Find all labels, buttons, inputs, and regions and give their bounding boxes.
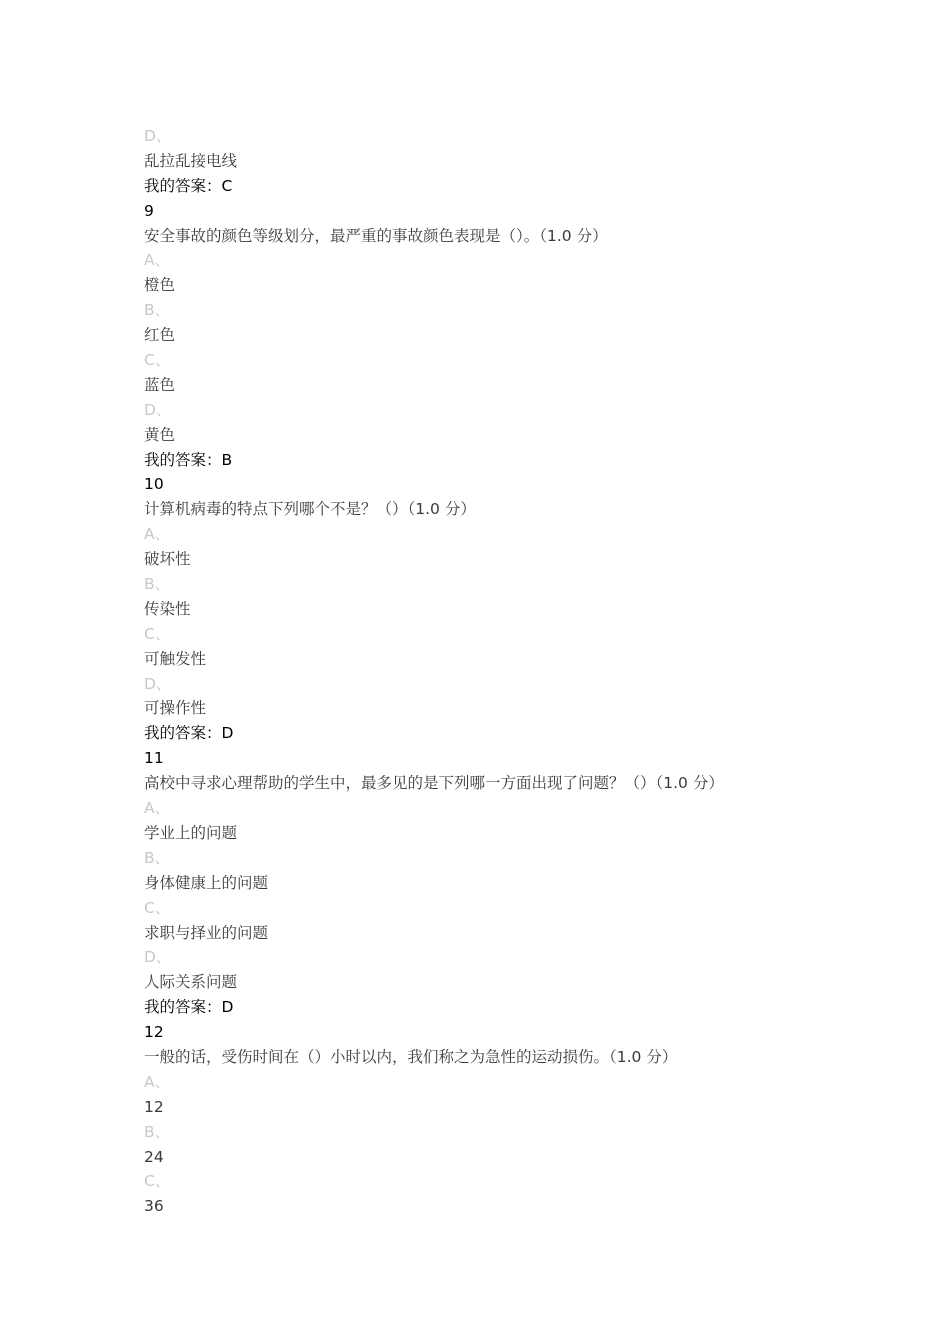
option-text: 乱拉乱接电线 xyxy=(144,151,238,170)
option-letter: D、 xyxy=(144,127,172,145)
option-letter: A、 xyxy=(144,1072,171,1091)
option-text: 身体健康上的问题 xyxy=(144,873,269,892)
option-letter: C、 xyxy=(144,1172,171,1191)
option-letter: A、 xyxy=(144,525,171,544)
option-letter: B、 xyxy=(144,1122,171,1141)
option-text: 36 xyxy=(144,1197,164,1216)
my-answer: 我的答案：D xyxy=(144,998,234,1017)
question-number: 12 xyxy=(144,1023,164,1042)
option-text: 红色 xyxy=(144,326,176,345)
option-letter: C、 xyxy=(144,351,171,370)
option-text: 求职与择业的问题 xyxy=(144,923,269,942)
option-text: 黄色 xyxy=(144,425,176,444)
option-text: 可操作性 xyxy=(144,699,207,718)
question-text: 一般的话，受伤时间在（）小时以内，我们称之为急性的运动损伤。（1.0 分） xyxy=(144,1047,678,1066)
question-text: 高校中寻求心理帮助的学生中，最多见的是下列哪一方面出现了问题？（）（1.0 分） xyxy=(144,774,724,793)
question-text: 安全事故的颜色等级划分，最严重的事故颜色表现是（）。（1.0 分） xyxy=(144,226,608,245)
option-letter: B、 xyxy=(144,848,171,867)
option-letter: A、 xyxy=(144,799,171,818)
option-letter: B、 xyxy=(144,575,171,594)
option-text: 可触发性 xyxy=(144,649,207,668)
option-text: 学业上的问题 xyxy=(144,823,238,842)
option-letter: C、 xyxy=(144,624,171,643)
my-answer: 我的答案：C xyxy=(144,176,233,195)
my-answer: 我的答案：D xyxy=(144,724,234,743)
option-letter: D、 xyxy=(144,948,172,967)
my-answer: 我的答案：B xyxy=(144,450,233,469)
question-number: 9 xyxy=(144,201,154,220)
option-text: 12 xyxy=(144,1097,164,1116)
option-text: 24 xyxy=(144,1147,164,1166)
question-text: 计算机病毒的特点下列哪个不是？（）（1.0 分） xyxy=(144,500,476,519)
document-page xyxy=(144,124,844,1219)
option-text: 蓝色 xyxy=(144,375,176,394)
option-letter: B、 xyxy=(144,301,171,320)
option-text: 橙色 xyxy=(144,276,176,295)
option-letter: D、 xyxy=(144,400,172,419)
option-letter: D、 xyxy=(144,674,172,693)
question-number: 11 xyxy=(144,749,164,768)
option-letter: A、 xyxy=(144,251,171,270)
option-text: 人际关系问题 xyxy=(144,973,238,992)
option-letter: C、 xyxy=(144,898,171,917)
option-text: 破坏性 xyxy=(144,550,191,569)
question-number: 10 xyxy=(144,475,164,494)
option-text: 传染性 xyxy=(144,599,191,618)
